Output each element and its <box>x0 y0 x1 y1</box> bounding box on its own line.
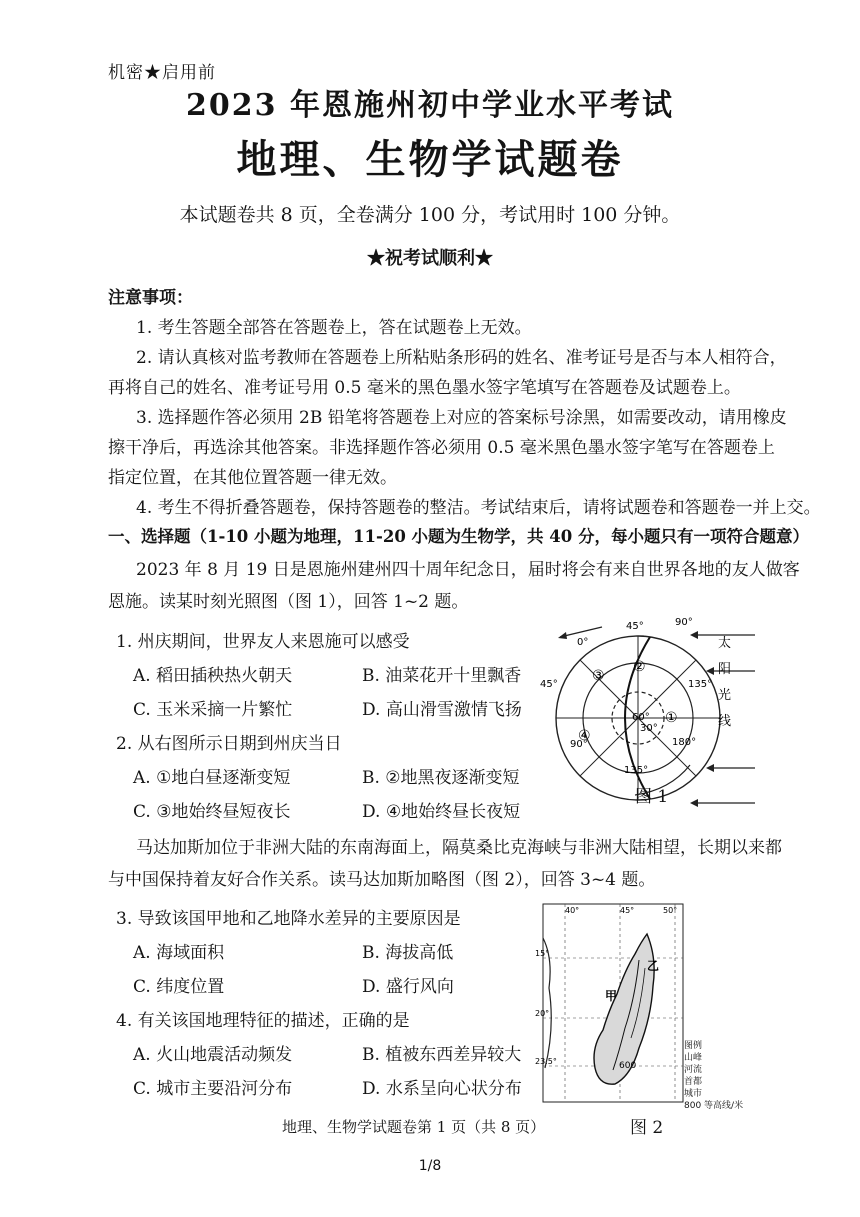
q2-option-b: B. ②地黑夜逐渐变短 <box>362 768 520 788</box>
madagascar-map <box>535 898 695 1108</box>
q4-option-a: A. 火山地震活动频发 <box>133 1045 293 1065</box>
good-luck-banner: ★祝考试顺利★ <box>367 248 493 269</box>
longitude-label: 135° <box>624 765 649 776</box>
passage-text: 与中国保持着友好合作关系。读马达加斯加略图（图 2），回答 3~4 题。 <box>108 870 656 890</box>
paper-title: 地理、生物学试题卷 <box>236 136 624 183</box>
latitude-label: 20° <box>535 1009 550 1018</box>
point-4-marker: ④ <box>578 728 591 744</box>
legend-title: 图例 <box>684 1041 703 1051</box>
notice-line: 1. 考生答题全部答在答题卷上，答在试题卷上无效。 <box>136 318 532 338</box>
contour-label: 600 <box>619 1061 637 1071</box>
q4-option-c: C. 城市主要沿河分布 <box>133 1079 293 1099</box>
sunlight-label: 阳 <box>718 662 732 677</box>
notice-line: 4. 考生不得折叠答题卷，保持答题卷的整洁。考试结束后，请将试题卷和答题卷一并上交。 <box>136 498 821 518</box>
notice-line: 指定位置，在其他位置答题一律无效。 <box>108 468 397 488</box>
sunlight-label: 线 <box>718 714 732 729</box>
longitude-label: 45° <box>620 906 635 915</box>
longitude-label: 180° <box>672 737 697 748</box>
latitude-label: 15° <box>535 949 550 958</box>
confidential-mark: 机密★启用前 <box>108 63 216 83</box>
q4-option-b: B. 植被东西差异较大 <box>362 1045 522 1065</box>
question-2-stem: 2. 从右图所示日期到州庆当日 <box>116 734 342 754</box>
passage-text: 2023 年 8 月 19 日是恩施州建州四十周年纪念日，届时将会有来自世界各地的友人做客 <box>136 560 800 580</box>
page-number: 1/8 <box>418 1158 442 1174</box>
latitude-label: 60° <box>632 712 650 723</box>
location-yi: 乙 <box>647 959 660 973</box>
longitude-label: 90° <box>570 739 588 750</box>
exam-title: 2023 年恩施州初中学业水平考试 <box>186 88 674 123</box>
passage-text: 恩施。读某时刻光照图（图 1），回答 1~2 题。 <box>108 592 469 612</box>
legend-item: 城市 <box>684 1089 703 1099</box>
page-footer: 地理、生物学试题卷第 1 页（共 8 页） <box>282 1118 546 1136</box>
question-3-stem: 3. 导致该国甲地和乙地降水差异的主要原因是 <box>116 909 461 929</box>
q3-option-a: A. 海域面积 <box>133 943 225 963</box>
question-1-stem: 1. 州庆期间，世界友人来恩施可以感受 <box>116 632 410 652</box>
q2-option-a: A. ①地白昼逐渐变短 <box>133 768 291 788</box>
q1-option-a: A. 稻田插秧热火朝天 <box>133 666 293 686</box>
notice-heading: 注意事项： <box>108 288 193 308</box>
notice-line: 擦干净后，再选涂其他答案。非选择题作答必须用 0.5 毫米黑色墨水签字笔写在答题卷上 <box>108 438 775 458</box>
longitude-label: 90° <box>675 617 693 628</box>
longitude-label: 40° <box>565 906 580 915</box>
legend-item: 800 等高线/米 <box>684 1101 744 1111</box>
sunlight-label: 太 <box>718 636 732 651</box>
passage-text: 马达加斯加位于非洲大陆的东南海面上，隔莫桑比克海峡与非洲大陆相望，长期以来都 <box>136 838 782 858</box>
paper-info: 本试题卷共 8 页，全卷满分 100 分，考试用时 100 分钟。 <box>179 204 681 226</box>
location-jia: 甲 <box>605 989 618 1003</box>
q2-option-c: C. ③地始终昼短夜长 <box>133 802 291 822</box>
q1-option-c: C. 玉米采摘一片繁忙 <box>133 700 293 720</box>
question-4-stem: 4. 有关该国地理特征的描述，正确的是 <box>116 1011 410 1031</box>
q1-option-b: B. 油菜花开十里飘香 <box>362 666 522 686</box>
map-legend <box>684 1040 743 1112</box>
q4-option-d: D. 水系呈向心状分布 <box>362 1079 522 1099</box>
longitude-label: 45° <box>540 679 558 690</box>
legend-item: 山峰 <box>684 1053 703 1063</box>
longitude-label: 50° <box>663 906 678 915</box>
point-3-marker: ③ <box>592 668 605 684</box>
notice-line: 3. 选择题作答必须用 2B 铅笔将答题卷上对应的答案标号涂黑，如需要改动，请用橡皮 <box>136 408 787 428</box>
longitude-label: 135° <box>688 679 713 690</box>
figure-1-caption: 图 1 <box>635 787 669 807</box>
figure-2-caption: 图 2 <box>630 1118 664 1138</box>
q2-option-d: D. ④地始终昼长夜短 <box>362 802 521 822</box>
q3-option-d: D. 盛行风向 <box>362 977 454 997</box>
section-heading: 一、选择题（1-10 小题为地理，11-20 小题为生物学，共 40 分，每小题只有一项符合题意） <box>108 527 810 546</box>
legend-item: 首都 <box>684 1077 703 1087</box>
point-2-marker: ② <box>633 659 646 675</box>
legend-item: 河流 <box>684 1065 703 1075</box>
notice-line: 再将自己的姓名、准考证号用 0.5 毫米的黑色墨水签字笔填写在答题卷及试题卷上。 <box>108 378 741 398</box>
sunlight-label: 光 <box>718 688 732 703</box>
q3-option-b: B. 海拔高低 <box>362 943 454 963</box>
longitude-label: 45° <box>626 621 644 632</box>
point-1-marker: ① <box>665 710 678 726</box>
q1-option-d: D. 高山滑雪激情飞扬 <box>362 700 522 720</box>
latitude-label: 30° <box>640 723 658 734</box>
longitude-label: 0° <box>577 637 589 648</box>
latitude-label: 23.5° <box>535 1057 557 1066</box>
q3-option-c: C. 纬度位置 <box>133 977 225 997</box>
notice-line: 2. 请认真核对监考教师在答题卷上所粘贴条形码的姓名、准考证号是否与本人相符合， <box>136 348 787 368</box>
